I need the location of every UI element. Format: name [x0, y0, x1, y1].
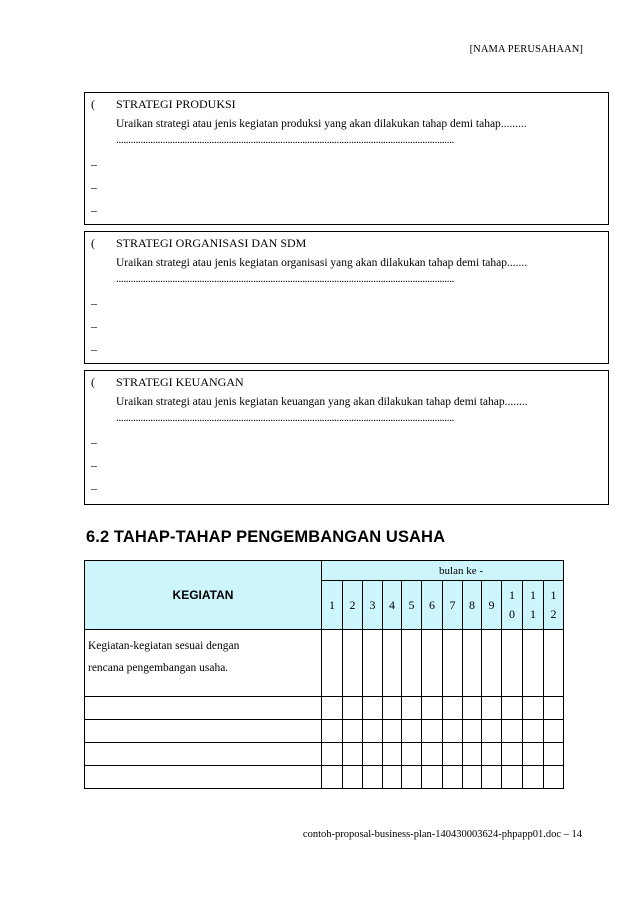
page-footer: contoh-proposal-business-plan-140430003624-phpapp01.doc – 14 [302, 829, 582, 840]
month-digit: 1 [509, 588, 515, 602]
bullet-dash: – [91, 157, 97, 171]
month-header: 4 [383, 581, 402, 630]
section-heading: 6.2 TAHAP-TAHAP PENGEMBANGAN USAHA [86, 528, 446, 546]
bullet-dash: – [91, 180, 97, 194]
box-marker: ( [91, 375, 95, 389]
table-row [85, 630, 564, 697]
month-header: 1 [322, 581, 343, 630]
month-header [523, 581, 544, 630]
box-title: STRATEGI PRODUKSI [116, 97, 236, 111]
kegiatan-header: KEGIATAN [85, 561, 322, 630]
box-dotted-line: .......................................................................................................................................... [116, 134, 455, 146]
month-digit: 2 [550, 607, 557, 621]
box-description: Uraikan strategi atau jenis kegiatan keuangan yang akan dilakukan tahap demi tahap........ [116, 396, 528, 408]
month-digit: 1 [530, 607, 536, 621]
month-digit: 1 [550, 588, 557, 602]
strategy-box-finance [84, 370, 609, 505]
month-header [544, 581, 564, 630]
box-dotted-line: .......................................................................................................................................... [116, 412, 455, 424]
bullet-dash: – [91, 435, 97, 449]
activity-line: Kegiatan-kegiatan sesuai dengan [88, 640, 240, 652]
table-row [85, 697, 564, 720]
bullet-dash: – [91, 203, 97, 217]
development-schedule-table [84, 560, 564, 789]
bullet-dash: – [91, 319, 97, 333]
month-header: 8 [463, 581, 482, 630]
bullet-dash: – [91, 458, 97, 472]
activity-cell [85, 630, 322, 697]
activity-cell [85, 697, 322, 720]
table-row [85, 720, 564, 743]
company-header: [NAMA PERUSAHAAN] [469, 44, 583, 55]
activity-line: rencana pengembangan usaha. [88, 662, 229, 674]
box-title: STRATEGI KEUANGAN [116, 375, 244, 389]
box-marker: ( [91, 97, 95, 111]
box-dotted-line: .......................................................................................................................................... [116, 273, 455, 285]
bulan-header: bulan ke - [322, 561, 564, 581]
strategy-box-production [84, 92, 609, 225]
box-title: STRATEGI ORGANISASI DAN SDM [116, 236, 307, 250]
activity-cell [85, 743, 322, 766]
box-description: Uraikan strategi atau jenis kegiatan organisasi yang akan dilakukan tahap demi tahap....... [116, 257, 528, 269]
table-row [85, 743, 564, 766]
month-header: 6 [422, 581, 443, 630]
month-header: 7 [443, 581, 463, 630]
bullet-dash: – [91, 481, 97, 495]
strategy-box-organization [84, 231, 609, 364]
month-digit: 1 [530, 588, 536, 602]
month-header: 5 [402, 581, 422, 630]
box-description: Uraikan strategi atau jenis kegiatan produksi yang akan dilakukan tahap demi tahap......... [116, 118, 527, 130]
month-header: 9 [482, 581, 502, 630]
box-marker: ( [91, 236, 95, 250]
month-digit: 0 [509, 607, 515, 621]
activity-cell [85, 720, 322, 743]
month-header: 2 [343, 581, 363, 630]
month-header: 3 [363, 581, 383, 630]
activity-cell [85, 766, 322, 789]
month-header [502, 581, 523, 630]
bullet-dash: – [91, 296, 97, 310]
bullet-dash: – [91, 342, 97, 356]
table-row [85, 766, 564, 789]
